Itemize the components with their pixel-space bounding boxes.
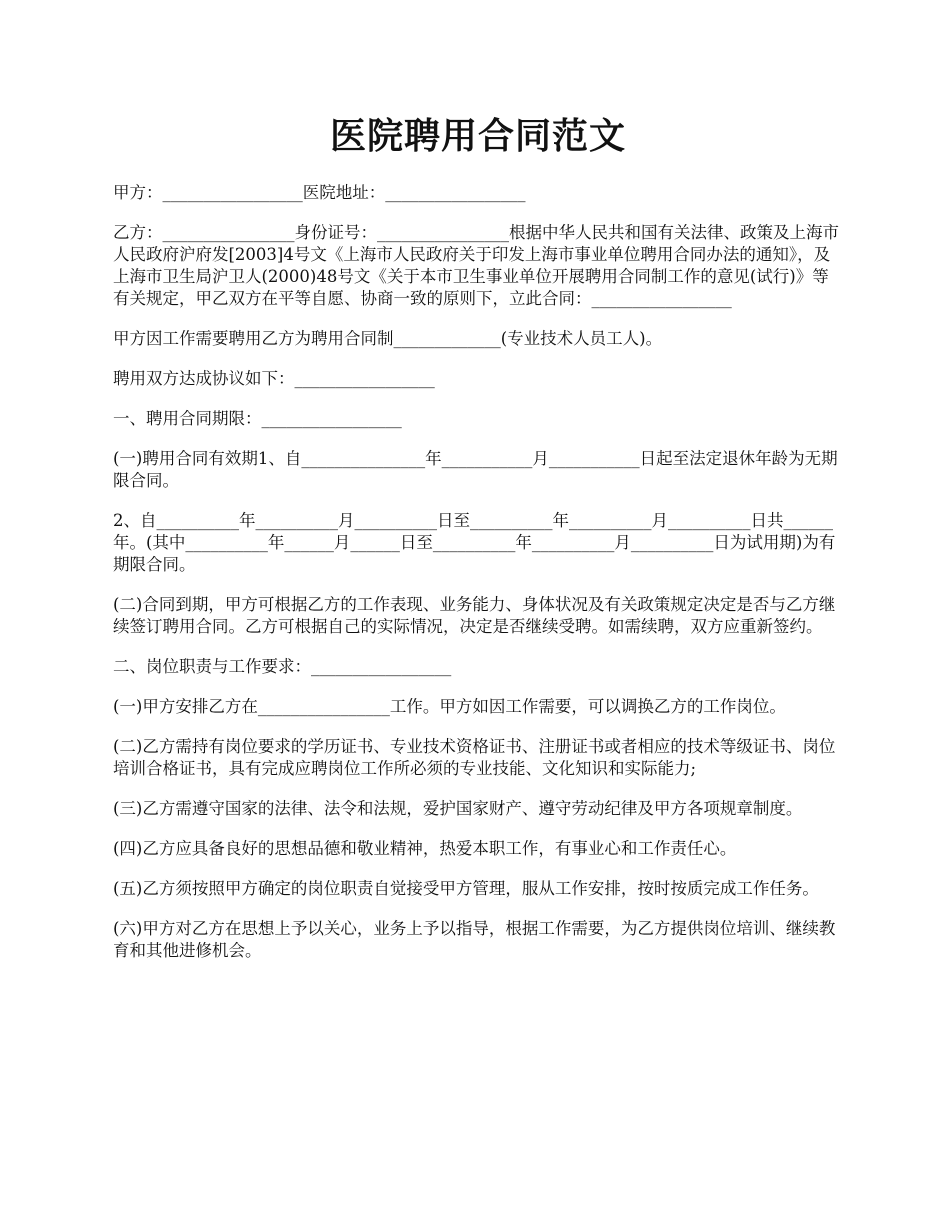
party-a-line: 甲方：_________________医院地址：_________________ bbox=[113, 183, 526, 202]
party-b-preamble: 乙方：________________身份证号：________________根据中华人民共和国有关法律、政策及上海市人民政府沪府发[2003]4号文《上海市人民政府关于印发上海市事业单位聘用合同办法的通知》，及上海市卫生局沪卫人(2000)48号文《关于本市卫生事业单位开展聘用合同制工作的意见(试行)》等有关规定，甲乙双方在平等自愿、协商一致的原则下，立此合同：_________________ bbox=[113, 223, 839, 308]
section-1-clause-3: (二)合同到期，甲方可根据乙方的工作表现、业务能力、身体状况及有关政策规定决定是否与乙方继续签订聘用合同。乙方可根据自己的实际情况，决定是否继续受聘。如需续聘，双方应重新签约。 bbox=[113, 595, 836, 636]
section-1-clause-1: (一)聘用合同有效期1、自_______________年___________月___________日起至法定退休年龄为无期限合同。 bbox=[113, 449, 838, 490]
employment-type-paragraph: 甲方因工作需要聘用乙方为聘用合同制_____________(专业技术人员工人)。 bbox=[113, 329, 663, 348]
contract-document bbox=[113, 112, 843, 980]
agreement-intro: 聘用双方达成协议如下：_________________ bbox=[113, 369, 435, 388]
section-2-heading: 二、岗位职责与工作要求：_________________ bbox=[113, 657, 452, 676]
section-2-clause-6: (六)甲方对乙方在思想上予以关心，业务上予以指导，根据工作需要，为乙方提供岗位培训、继续教育和其他进修机会。 bbox=[113, 919, 836, 960]
section-1-clause-2: 2、自__________年__________月__________日至__________年__________月__________日共______年。(其中__________年______月______日至__________年__________月__________日为试用期)为有期限合同。 bbox=[113, 511, 836, 574]
section-2-clause-3: (三)乙方需遵守国家的法律、法令和法规，爱护国家财产、遵守劳动纪律及甲方各项规章制度。 bbox=[113, 799, 803, 818]
section-2-clause-5: (五)乙方须按照甲方确定的岗位职责自觉接受甲方管理，服从工作安排，按时按质完成工作任务。 bbox=[113, 879, 819, 898]
section-1-heading: 一、聘用合同期限：_________________ bbox=[113, 409, 402, 428]
section-2-clause-1: (一)甲方安排乙方在________________工作。甲方如因工作需要，可以调换乙方的工作岗位。 bbox=[113, 697, 786, 716]
section-2-clause-4: (四)乙方应具备良好的思想品德和敬业精神，热爱本职工作，有事业心和工作责任心。 bbox=[113, 839, 737, 858]
section-2-clause-2: (二)乙方需持有岗位要求的学历证书、专业技术资格证书、注册证书或者相应的技术等级证书、岗位培训合格证书，具有完成应聘岗位工作所必须的专业技能、文化知识和实际能力; bbox=[113, 737, 836, 778]
document-title: 医院聘用合同范文 bbox=[329, 115, 626, 157]
